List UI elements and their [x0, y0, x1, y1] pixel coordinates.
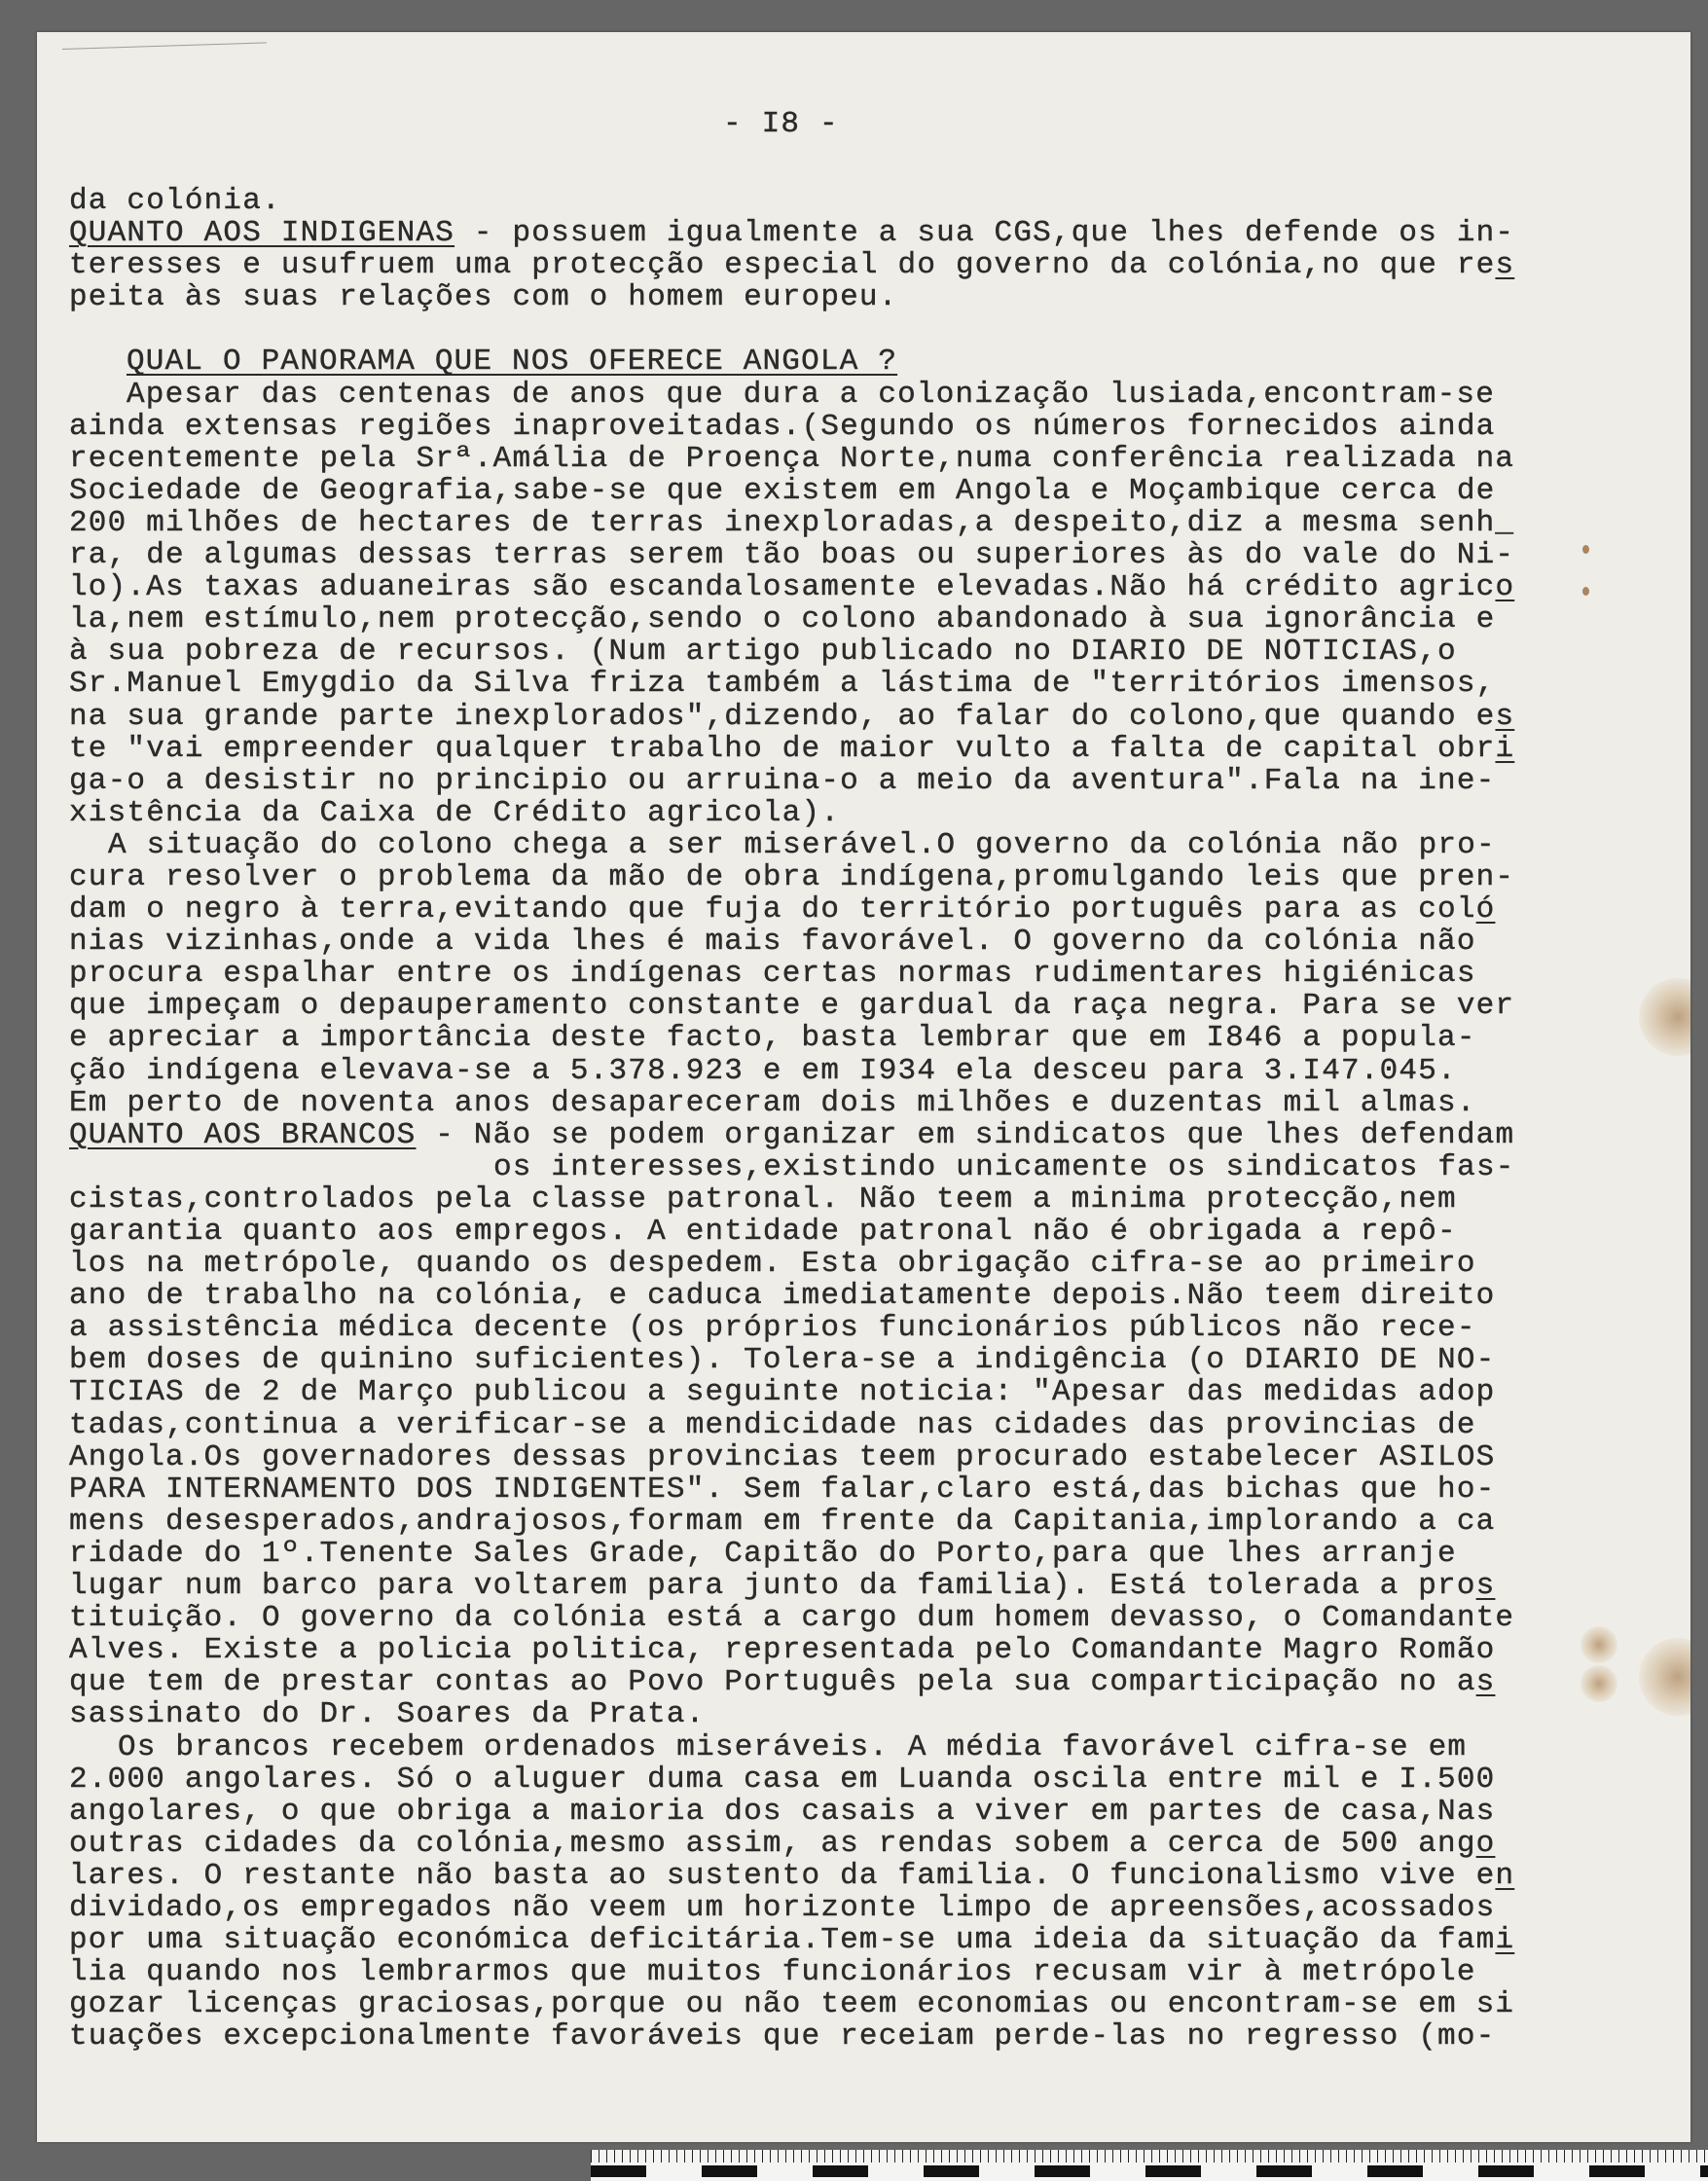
text-line	[69, 1796, 1515, 1828]
line-text: 200 milhões de hectares de terras inexploradas,a despeito,diz a mesma senh_	[69, 505, 1515, 540]
ruler-blocks	[591, 2165, 1708, 2177]
underlined-char: s	[1495, 248, 1515, 283]
line-text: outras cidades da colónia,mesmo assim, as rendas sobem a cerca de 500 ang	[69, 1826, 1476, 1861]
text-line	[69, 829, 1515, 861]
text-line	[69, 1055, 1515, 1087]
line-text: sassinato do Dr. Soares da Prata.	[69, 1697, 706, 1732]
text-line	[69, 185, 1515, 217]
line-text: garantia quanto aos empregos. A entidade patronal não é obrigada a repô-	[69, 1215, 1457, 1249]
text-line	[69, 1924, 1515, 1956]
ruler-ticks	[591, 2150, 1708, 2163]
text-line	[69, 217, 1515, 249]
line-text: tuações excepcionalmente favoráveis que receiam perde-las no regresso (mo-	[69, 2019, 1496, 2054]
text-line	[69, 379, 1515, 411]
line-text: Sr.Manuel Emygdio da Silva friza também a lástima de "territórios imensos,	[69, 667, 1496, 702]
scale-ruler	[591, 2150, 1708, 2181]
underlined-char: s	[1495, 699, 1515, 734]
line-text: peita às suas relações com o homem europeu.	[69, 280, 898, 315]
text-line	[69, 1763, 1515, 1796]
line-text: Os brancos recebem ordenados miseráveis. A média favorável cifra-se em	[118, 1729, 1468, 1764]
text-line	[69, 1119, 1515, 1151]
text-line	[69, 1087, 1515, 1119]
blank-line	[69, 313, 1515, 345]
text-line	[69, 1828, 1515, 1860]
line-text: os interesses,existindo unicamente os sindicatos fas-	[493, 1149, 1515, 1184]
text-line	[69, 1441, 1515, 1473]
text-line	[69, 1183, 1515, 1216]
line-text: lia quando nos lembrarmos que muitos funcionários recusam vir à metrópole	[69, 1955, 1476, 1990]
line-text: bem doses de quinino suficientes). Tolera-se a indigência (o DIARIO DE NO-	[69, 1343, 1496, 1378]
line-text: que tem de prestar contas ao Povo Português pela sua comparticipação no a	[69, 1665, 1476, 1700]
underlined-char: o	[1475, 1826, 1496, 1861]
text-line	[69, 1731, 1515, 1763]
line-text: dam o negro à terra,evitando que fuja do território português para as col	[69, 892, 1476, 927]
document-page	[37, 32, 1690, 2142]
line-text: lares. O restante não basta ao sustento da familia. O funcionalismo vive e	[69, 1858, 1496, 1893]
text-line	[69, 701, 1515, 733]
text-line	[69, 861, 1515, 893]
text-line	[69, 1344, 1515, 1376]
text-line	[69, 1248, 1515, 1280]
typewritten-text-body	[69, 185, 1515, 2053]
line-text: à sua pobreza de recursos. (Num artigo publicado no DIARIO DE NOTICIAS,o	[69, 635, 1457, 670]
text-line	[69, 1216, 1515, 1248]
line-text: cistas,controlados pela classe patronal. Não teem a minima protecção,nem	[69, 1181, 1457, 1217]
line-text: la,nem estímulo,nem protecção,sendo o colono abandonado à sua ignorância e	[69, 602, 1496, 637]
line-text: por uma situação económica deficitária.Tem-se uma ideia da situação da fam	[69, 1923, 1496, 1958]
line-text: ra, de algumas dessas terras serem tão boas ou superiores às do vale do Ni-	[69, 538, 1515, 573]
text-line	[69, 1892, 1515, 1924]
line-text: A situação do colono chega a ser miserável.O governo da colónia não pro-	[108, 827, 1496, 862]
line-text: ga-o a desistir no principio ou arruina-o a meio da aventura".Fala na ine-	[69, 763, 1496, 798]
line-text: da colónia.	[69, 184, 281, 218]
line-text: mens desesperados,andrajosos,formam em frente da Capitania,implorando a ca	[69, 1504, 1496, 1539]
text-line	[69, 1151, 1515, 1183]
stain-dot	[1582, 587, 1589, 596]
pencil-mark	[62, 42, 267, 50]
text-line	[69, 1602, 1515, 1634]
line-text: te "vai empreender qualquer trabalho de maior vulto a falta de capital obr	[69, 731, 1496, 766]
line-text: los na metrópole, quando os despedem. Esta obrigação cifra-se ao primeiro	[69, 1247, 1476, 1282]
line-text: lo).As taxas aduaneiras são escandalosamente elevadas.Não há crédito agric	[69, 570, 1496, 605]
underlined-char: i	[1495, 731, 1515, 766]
text-line	[69, 1538, 1515, 1570]
text-line	[69, 1506, 1515, 1538]
text-line	[69, 1570, 1515, 1602]
line-text: Em perto de noventa anos desapareceram dois milhões e duzentas mil almas.	[69, 1085, 1476, 1120]
line-text: xistência da Caixa de Crédito agricola).	[69, 795, 841, 830]
text-line	[69, 1666, 1515, 1698]
underlined-char: s	[1475, 1569, 1496, 1604]
text-line	[69, 1280, 1515, 1312]
text-line	[69, 539, 1515, 571]
section-heading: QUANTO AOS INDIGENAS	[69, 216, 455, 251]
text-line	[69, 2020, 1515, 2053]
underlined-char: ó	[1475, 892, 1496, 927]
line-text: e apreciar a importância deste facto, basta lembrar que em I846 a popula-	[69, 1021, 1476, 1056]
stain	[1581, 1626, 1617, 1663]
line-text: tadas,continua a verificar-se a mendicidade nas cidades das provincias de	[69, 1407, 1476, 1442]
line-text: gozar licenças graciosas,porque ou não teem economias ou encontram-se em si	[69, 1987, 1515, 2022]
line-text: que impeçam o depauperamento constante e gardual da raça negra. Para se ver	[69, 989, 1515, 1024]
stain	[1639, 1638, 1690, 1716]
text-line	[69, 1860, 1515, 1892]
text-line	[69, 1409, 1515, 1441]
text-line	[69, 797, 1515, 829]
text-line	[69, 636, 1515, 668]
text-line	[69, 411, 1515, 443]
section-heading: QUAL O PANORAMA QUE NOS OFERECE ANGOLA ?	[127, 345, 898, 380]
line-text: teresses e usufruem uma protecção especial do governo da colónia,no que re	[69, 248, 1496, 283]
text-line	[69, 281, 1515, 313]
text-line	[69, 733, 1515, 765]
text-line	[69, 990, 1515, 1022]
line-text: 2.000 angolares. Só o aluguer duma casa em Luanda oscila entre mil e I.500	[69, 1762, 1496, 1797]
line-text: dividado,os empregados não veem um horizonte limpo de apreensões,acossados	[69, 1890, 1496, 1925]
line-text: a assistência médica decente (os próprios funcionários públicos não rece-	[69, 1311, 1476, 1346]
text-line	[69, 475, 1515, 507]
text-line	[69, 765, 1515, 797]
text-line	[69, 1376, 1515, 1408]
text-line	[69, 507, 1515, 539]
underlined-char: i	[1495, 1923, 1515, 1958]
line-text: Angola.Os governadores dessas provincias teem procurado estabelecer ASILOS	[69, 1439, 1496, 1474]
line-text: lugar num barco para voltarem para junto da familia). Está tolerada a pro	[69, 1569, 1476, 1604]
text-line	[69, 958, 1515, 990]
text-line	[69, 1022, 1515, 1054]
text-line	[69, 1634, 1515, 1666]
line-text: angolares, o que obriga a maioria dos casais a viver em partes de casa,Nas	[69, 1794, 1496, 1829]
page-number: - I8 -	[723, 107, 839, 141]
line-text: ainda extensas regiões inaproveitadas.(Segundo os números fornecidos ainda	[69, 409, 1496, 444]
text-line	[69, 603, 1515, 636]
stain-dot	[1582, 545, 1589, 554]
text-line	[69, 1312, 1515, 1344]
underlined-char: s	[1475, 1665, 1496, 1700]
text-line	[69, 249, 1515, 281]
text-line	[69, 1473, 1515, 1506]
text-line	[69, 571, 1515, 603]
line-text: cura resolver o problema da mão de obra indígena,promulgando leis que pren-	[69, 859, 1515, 894]
text-line	[69, 926, 1515, 958]
underlined-char: o	[1495, 570, 1515, 605]
text-line	[69, 1698, 1515, 1730]
text-line	[69, 1988, 1515, 2020]
stain	[1581, 1665, 1617, 1702]
line-text: Sociedade de Geografia,sabe-se que existem em Angola e Moçambique cerca de	[69, 473, 1496, 508]
text-line	[69, 345, 1515, 378]
underlined-char: n	[1495, 1858, 1515, 1893]
line-text: ridade do 1º.Tenente Sales Grade, Capitão do Porto,para que lhes arranje	[69, 1536, 1457, 1571]
line-text: ano de trabalho na colónia, e caduca imediatamente depois.Não teem direito	[69, 1279, 1496, 1314]
line-text: nias vizinhas,onde a vida lhes é mais favorável. O governo da colónia não	[69, 925, 1476, 960]
line-text: recentemente pela Srª.Amália de Proença Norte,numa conferência realizada na	[69, 441, 1515, 476]
text-line	[69, 893, 1515, 926]
text-line	[69, 668, 1515, 700]
line-text: Alves. Existe a policia politica, representada pelo Comandante Magro Romão	[69, 1633, 1496, 1668]
line-text: procura espalhar entre os indígenas certas normas rudimentares higiénicas	[69, 957, 1476, 992]
line-text: Apesar das centenas de anos que dura a colonização lusiada,encontram-se	[127, 377, 1496, 412]
section-heading: QUANTO AOS BRANCOS	[69, 1117, 417, 1152]
line-text: TICIAS de 2 de Março publicou a seguinte noticia: "Apesar das medidas adop	[69, 1375, 1496, 1410]
line-text: - Não se podem organizar em sindicatos que lhes defendam	[416, 1117, 1515, 1152]
line-text: tituição. O governo da colónia está a cargo dum homem devasso, o Comandante	[69, 1601, 1515, 1636]
line-text: - possuem igualmente a sua CGS,que lhes defende os in-	[454, 216, 1515, 251]
line-text: PARA INTERNAMENTO DOS INDIGENTES". Sem falar,claro está,das bichas que ho-	[69, 1472, 1496, 1507]
text-line	[69, 1956, 1515, 1988]
text-line	[69, 443, 1515, 475]
line-text: ção indígena elevava-se a 5.378.923 e em I934 ela desceu para 3.I47.045.	[69, 1053, 1457, 1088]
line-text: na sua grande parte inexplorados",dizendo, ao falar do colono,que quando e	[69, 699, 1496, 734]
stain	[1639, 978, 1690, 1056]
